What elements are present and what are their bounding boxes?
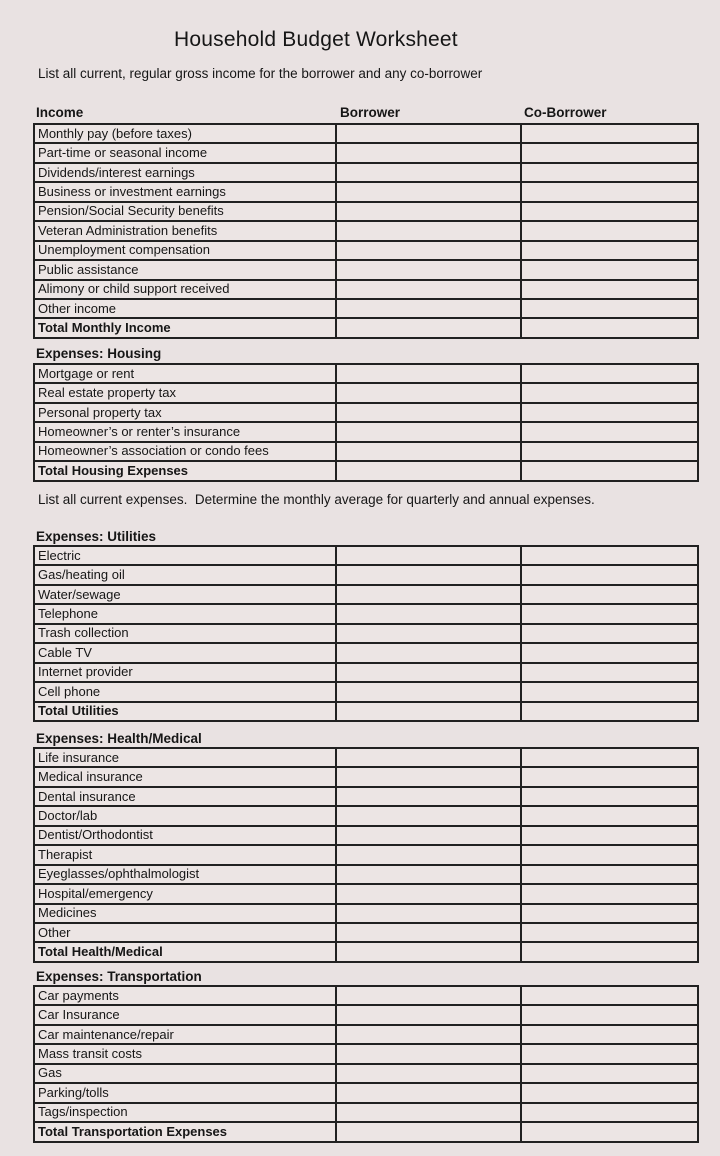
row-label: Real estate property tax bbox=[34, 383, 336, 402]
borrower-amount-cell bbox=[336, 1122, 521, 1141]
row-label: Water/sewage bbox=[34, 585, 336, 604]
co-borrower-amount-cell bbox=[521, 565, 698, 584]
co-borrower-amount-cell bbox=[521, 923, 698, 942]
borrower-amount-cell bbox=[336, 806, 521, 825]
table-row bbox=[34, 280, 698, 299]
co-borrower-amount-cell bbox=[521, 461, 698, 480]
table-row bbox=[34, 1044, 698, 1063]
row-label: Dental insurance bbox=[34, 787, 336, 806]
table-row bbox=[34, 767, 698, 786]
co-borrower-amount-cell bbox=[521, 942, 698, 961]
co-borrower-amount-cell bbox=[521, 663, 698, 682]
table-row bbox=[34, 163, 698, 182]
borrower-amount-cell bbox=[336, 124, 521, 143]
borrower-amount-cell bbox=[336, 280, 521, 299]
borrower-amount-cell bbox=[336, 318, 521, 337]
table-row bbox=[34, 806, 698, 825]
co-borrower-amount-cell bbox=[521, 546, 698, 565]
co-borrower-amount-cell bbox=[521, 124, 698, 143]
co-borrower-amount-cell bbox=[521, 682, 698, 701]
co-borrower-amount-cell bbox=[521, 1122, 698, 1141]
co-borrower-amount-cell bbox=[521, 383, 698, 402]
row-label: Part-time or seasonal income bbox=[34, 143, 336, 162]
table-row bbox=[34, 702, 698, 721]
borrower-amount-cell bbox=[336, 748, 521, 767]
co-borrower-amount-cell bbox=[521, 865, 698, 884]
table-row bbox=[34, 221, 698, 240]
row-label: Electric bbox=[34, 546, 336, 565]
table-row bbox=[34, 942, 698, 961]
borrower-amount-cell bbox=[336, 299, 521, 318]
table-row bbox=[34, 241, 698, 260]
co-borrower-amount-cell bbox=[521, 748, 698, 767]
table-row bbox=[34, 643, 698, 662]
row-label: Mortgage or rent bbox=[34, 364, 336, 383]
borrower-amount-cell bbox=[336, 364, 521, 383]
table-row bbox=[34, 422, 698, 441]
co-borrower-amount-cell bbox=[521, 202, 698, 221]
borrower-amount-cell bbox=[336, 986, 521, 1005]
borrower-amount-cell bbox=[336, 663, 521, 682]
housing-section-heading: Expenses: Housing bbox=[36, 346, 162, 361]
co-borrower-amount-cell bbox=[521, 702, 698, 721]
row-label: Eyeglasses/ophthalmologist bbox=[34, 865, 336, 884]
co-borrower-amount-cell bbox=[521, 787, 698, 806]
row-label: Car maintenance/repair bbox=[34, 1025, 336, 1044]
row-label: Homeowner’s or renter’s insurance bbox=[34, 422, 336, 441]
borrower-amount-cell bbox=[336, 1064, 521, 1083]
borrower-amount-cell bbox=[336, 403, 521, 422]
table-row bbox=[34, 364, 698, 383]
co-borrower-amount-cell bbox=[521, 845, 698, 864]
table-row bbox=[34, 604, 698, 623]
income-column-header: Income bbox=[36, 105, 84, 120]
borrower-amount-cell bbox=[336, 604, 521, 623]
borrower-amount-cell bbox=[336, 904, 521, 923]
co-borrower-amount-cell bbox=[521, 182, 698, 201]
page-title: Household Budget Worksheet bbox=[174, 28, 458, 51]
row-label: Car Insurance bbox=[34, 1005, 336, 1024]
table-row bbox=[34, 845, 698, 864]
table-row bbox=[34, 1025, 698, 1044]
row-label: Total Monthly Income bbox=[34, 318, 336, 337]
co-borrower-amount-cell bbox=[521, 826, 698, 845]
borrower-amount-cell bbox=[336, 461, 521, 480]
transportation-section-heading: Expenses: Transportation bbox=[36, 969, 202, 984]
row-label: Parking/tolls bbox=[34, 1083, 336, 1102]
borrower-amount-cell bbox=[336, 1083, 521, 1102]
borrower-amount-cell bbox=[336, 585, 521, 604]
row-label: Homeowner’s association or condo fees bbox=[34, 442, 336, 461]
borrower-amount-cell bbox=[336, 845, 521, 864]
borrower-amount-cell bbox=[336, 682, 521, 701]
borrower-amount-cell bbox=[336, 787, 521, 806]
table-row bbox=[34, 202, 698, 221]
co-borrower-amount-cell bbox=[521, 806, 698, 825]
table-row bbox=[34, 299, 698, 318]
borrower-amount-cell bbox=[336, 163, 521, 182]
borrower-amount-cell bbox=[336, 442, 521, 461]
table-row bbox=[34, 748, 698, 767]
table-row bbox=[34, 546, 698, 565]
row-label: Car payments bbox=[34, 986, 336, 1005]
row-label: Dividends/interest earnings bbox=[34, 163, 336, 182]
borrower-amount-cell bbox=[336, 865, 521, 884]
row-label: Business or investment earnings bbox=[34, 182, 336, 201]
borrower-column-header: Borrower bbox=[340, 105, 401, 120]
borrower-amount-cell bbox=[336, 260, 521, 279]
row-label: Life insurance bbox=[34, 748, 336, 767]
co-borrower-amount-cell bbox=[521, 767, 698, 786]
co-borrower-amount-cell bbox=[521, 422, 698, 441]
row-label: Other income bbox=[34, 299, 336, 318]
borrower-amount-cell bbox=[336, 826, 521, 845]
borrower-amount-cell bbox=[336, 923, 521, 942]
table-row bbox=[34, 904, 698, 923]
borrower-amount-cell bbox=[336, 241, 521, 260]
co-borrower-amount-cell bbox=[521, 884, 698, 903]
borrower-amount-cell bbox=[336, 942, 521, 961]
row-label: Unemployment compensation bbox=[34, 241, 336, 260]
co-borrower-amount-cell bbox=[521, 318, 698, 337]
utilities-table bbox=[33, 545, 699, 722]
co-borrower-amount-cell bbox=[521, 403, 698, 422]
borrower-amount-cell bbox=[336, 624, 521, 643]
row-label: Trash collection bbox=[34, 624, 336, 643]
co-borrower-amount-cell bbox=[521, 163, 698, 182]
borrower-amount-cell bbox=[336, 767, 521, 786]
borrower-amount-cell bbox=[336, 1005, 521, 1024]
row-label: Gas/heating oil bbox=[34, 565, 336, 584]
co-borrower-amount-cell bbox=[521, 221, 698, 240]
borrower-amount-cell bbox=[336, 221, 521, 240]
table-row bbox=[34, 585, 698, 604]
borrower-amount-cell bbox=[336, 546, 521, 565]
co-borrower-column-header: Co-Borrower bbox=[524, 105, 607, 120]
co-borrower-amount-cell bbox=[521, 1103, 698, 1122]
borrower-amount-cell bbox=[336, 702, 521, 721]
table-row bbox=[34, 143, 698, 162]
table-row bbox=[34, 318, 698, 337]
borrower-amount-cell bbox=[336, 422, 521, 441]
borrower-amount-cell bbox=[336, 1025, 521, 1044]
row-label: Public assistance bbox=[34, 260, 336, 279]
row-label: Personal property tax bbox=[34, 403, 336, 422]
co-borrower-amount-cell bbox=[521, 624, 698, 643]
co-borrower-amount-cell bbox=[521, 1005, 698, 1024]
table-row bbox=[34, 182, 698, 201]
row-label: Tags/inspection bbox=[34, 1103, 336, 1122]
borrower-amount-cell bbox=[336, 1103, 521, 1122]
table-row bbox=[34, 403, 698, 422]
row-label: Total Utilities bbox=[34, 702, 336, 721]
table-row bbox=[34, 787, 698, 806]
borrower-amount-cell bbox=[336, 1044, 521, 1063]
borrower-amount-cell bbox=[336, 182, 521, 201]
co-borrower-amount-cell bbox=[521, 442, 698, 461]
expenses-instructions: List all current expenses. Determine the monthly average for quarterly and annual expenses. bbox=[38, 492, 595, 507]
table-row bbox=[34, 383, 698, 402]
co-borrower-amount-cell bbox=[521, 904, 698, 923]
transportation-table bbox=[33, 985, 699, 1143]
row-label: Pension/Social Security benefits bbox=[34, 202, 336, 221]
row-label: Therapist bbox=[34, 845, 336, 864]
borrower-amount-cell bbox=[336, 143, 521, 162]
row-label: Doctor/lab bbox=[34, 806, 336, 825]
row-label: Dentist/Orthodontist bbox=[34, 826, 336, 845]
table-row bbox=[34, 986, 698, 1005]
row-label: Total Health/Medical bbox=[34, 942, 336, 961]
row-label: Internet provider bbox=[34, 663, 336, 682]
borrower-amount-cell bbox=[336, 202, 521, 221]
row-label: Total Transportation Expenses bbox=[34, 1122, 336, 1141]
income-table bbox=[33, 123, 699, 339]
co-borrower-amount-cell bbox=[521, 986, 698, 1005]
borrower-amount-cell bbox=[336, 643, 521, 662]
co-borrower-amount-cell bbox=[521, 299, 698, 318]
borrower-amount-cell bbox=[336, 383, 521, 402]
row-label: Mass transit costs bbox=[34, 1044, 336, 1063]
table-row bbox=[34, 124, 698, 143]
utilities-section-heading: Expenses: Utilities bbox=[36, 529, 157, 544]
co-borrower-amount-cell bbox=[521, 1044, 698, 1063]
table-row bbox=[34, 923, 698, 942]
row-label: Medicines bbox=[34, 904, 336, 923]
co-borrower-amount-cell bbox=[521, 1083, 698, 1102]
table-row bbox=[34, 1005, 698, 1024]
table-row bbox=[34, 1103, 698, 1122]
row-label: Medical insurance bbox=[34, 767, 336, 786]
health-medical-section-heading: Expenses: Health/Medical bbox=[36, 731, 202, 746]
table-row bbox=[34, 865, 698, 884]
health-medical-table bbox=[33, 747, 699, 963]
row-label: Cable TV bbox=[34, 643, 336, 662]
co-borrower-amount-cell bbox=[521, 604, 698, 623]
co-borrower-amount-cell bbox=[521, 260, 698, 279]
borrower-amount-cell bbox=[336, 884, 521, 903]
row-label: Cell phone bbox=[34, 682, 336, 701]
income-instructions: List all current, regular gross income for the borrower and any co-borrower bbox=[38, 66, 483, 81]
table-row bbox=[34, 624, 698, 643]
table-row bbox=[34, 682, 698, 701]
row-label: Alimony or child support received bbox=[34, 280, 336, 299]
co-borrower-amount-cell bbox=[521, 241, 698, 260]
table-row bbox=[34, 565, 698, 584]
row-label: Total Housing Expenses bbox=[34, 461, 336, 480]
co-borrower-amount-cell bbox=[521, 364, 698, 383]
table-row bbox=[34, 461, 698, 480]
row-label: Monthly pay (before taxes) bbox=[34, 124, 336, 143]
row-label: Hospital/emergency bbox=[34, 884, 336, 903]
row-label: Gas bbox=[34, 1064, 336, 1083]
co-borrower-amount-cell bbox=[521, 1064, 698, 1083]
table-row bbox=[34, 1083, 698, 1102]
table-row bbox=[34, 1122, 698, 1141]
row-label: Other bbox=[34, 923, 336, 942]
co-borrower-amount-cell bbox=[521, 643, 698, 662]
table-row bbox=[34, 260, 698, 279]
co-borrower-amount-cell bbox=[521, 585, 698, 604]
table-row bbox=[34, 442, 698, 461]
table-row bbox=[34, 1064, 698, 1083]
housing-expenses-table bbox=[33, 363, 699, 482]
co-borrower-amount-cell bbox=[521, 1025, 698, 1044]
row-label: Veteran Administration benefits bbox=[34, 221, 336, 240]
table-row bbox=[34, 826, 698, 845]
table-row bbox=[34, 884, 698, 903]
table-row bbox=[34, 663, 698, 682]
row-label: Telephone bbox=[34, 604, 336, 623]
co-borrower-amount-cell bbox=[521, 280, 698, 299]
borrower-amount-cell bbox=[336, 565, 521, 584]
co-borrower-amount-cell bbox=[521, 143, 698, 162]
